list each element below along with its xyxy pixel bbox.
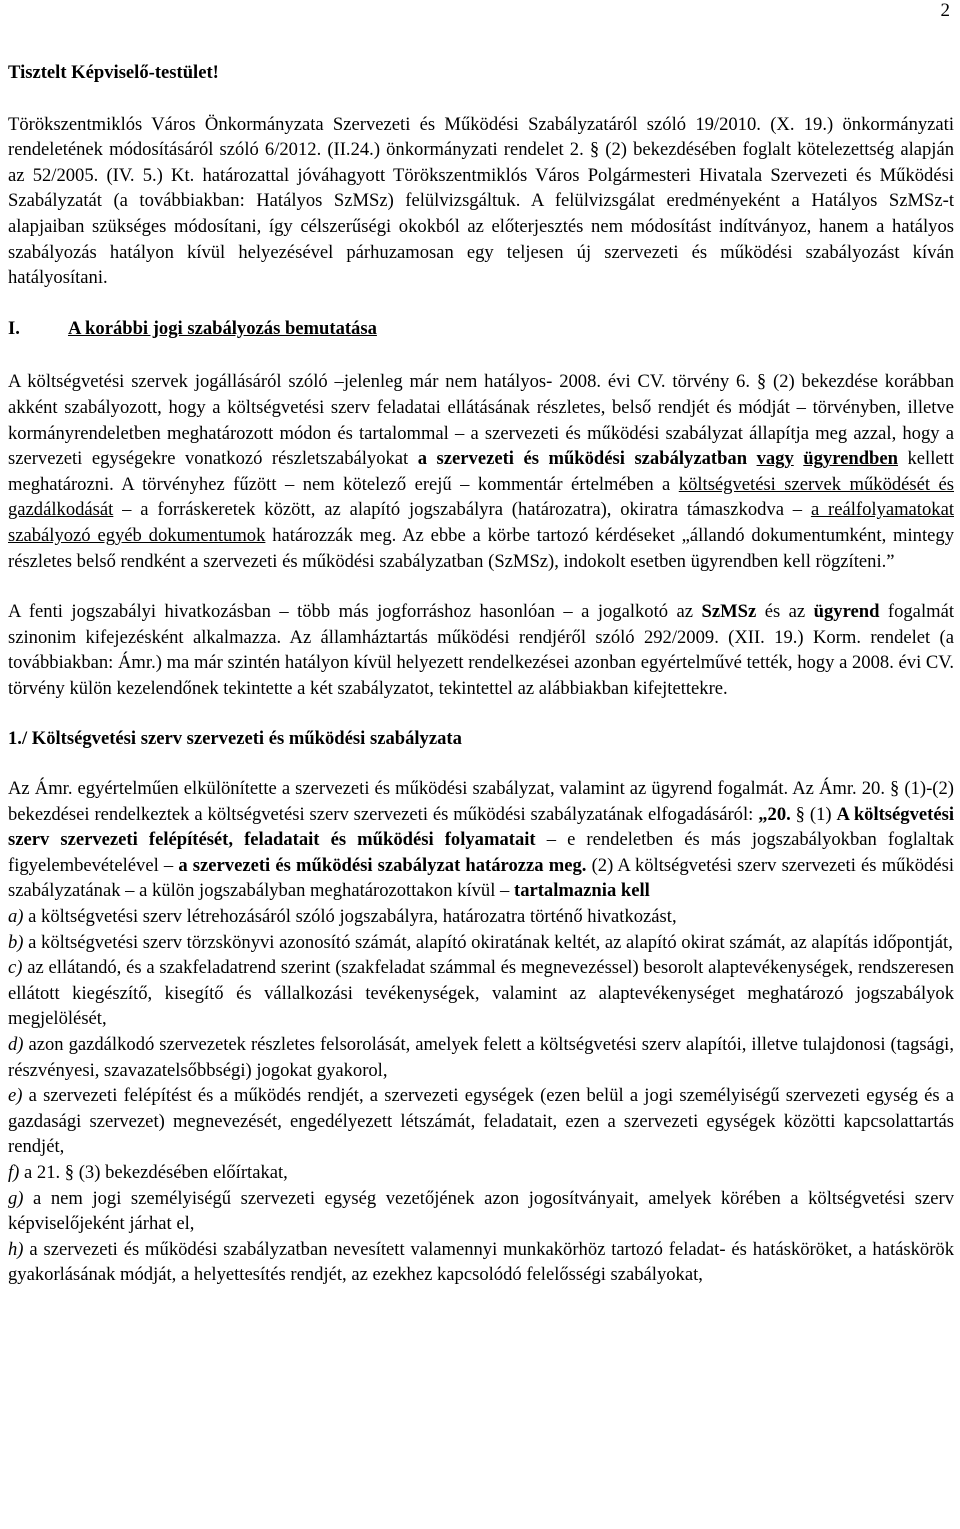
- page-number: 2: [940, 0, 950, 21]
- requirements-list: [8, 904, 954, 1288]
- list-item: [8, 1083, 954, 1160]
- bold-run: SzMSz: [701, 601, 757, 623]
- text-run: (2) A költségvetési szerv szervezeti és működési szabályzatának – a külön jogszabályban meghatározottakon kívül –: [8, 854, 954, 902]
- paragraph-legal-background: [8, 369, 954, 574]
- list-item-text: a szervezeti és működési szabályzatban nevesített valamennyi munkakörhöz tartozó feladat- és hatásköröket, a hatáskörök gyakorlásának módját, a helyettesítés rendjét, az ezekhez kapcsolódó felelősségi szabályokat,: [8, 1238, 954, 1286]
- list-item-label: a): [8, 906, 24, 928]
- text-run: kellett meghatározni. A törvényhez fűzött – nem kötelező erejű – kommentár értelmében a: [8, 448, 954, 495]
- greeting: Tisztelt Képviselő-testület!: [8, 62, 219, 83]
- list-item-label: h): [8, 1238, 24, 1260]
- list-item-text: a költségvetési szerv törzskönyvi azonosító számát, alapító okiratának keltét, az alapító okirat számát, az alapítás időpontját,: [23, 931, 953, 953]
- bold-run: a szervezeti és működési szabályzatban: [417, 448, 748, 470]
- list-item-label: f): [8, 1161, 20, 1183]
- text-run: A költségvetési szervek jogállásáról szóló –jelenleg már nem hatályos- 2008. évi CV. törvény 6. § (2) bekezdése korábban akként szabályozott, hogy a költségvetési szerv feladatai ellátásának részletes, belső rendjét és módját – törvényben, illetve kormányrendeletben meghatározott módon és tartalommal – a szervezeti és működési szabályzat állapítja meg azzal, hogy a szervezeti egységekre vonatkozó részletszabályokat: [8, 371, 954, 470]
- text-run: fogalmát szinonim kifejezésként alkalmazza. Az államháztartás működési rendjéről szóló 292/2009. (XII. 19.) Korm. rendelet (a továbbiakban: Ámr.) ma már szintén hatályon kívül helyezett rendelkezései azonban egyértelművé tették, hogy a 2008. évi CV. törvény külön kezelendőnek tekintette a két szabályzatot, tekintettel az alábbiakban kifejtettekre.: [8, 601, 954, 699]
- section-title: A korábbi jogi szabályozás bemutatása: [68, 317, 377, 339]
- section-numeral: I.: [8, 317, 20, 339]
- list-item-label: g): [8, 1187, 24, 1209]
- underline-run: a reálfolyamatokat szabályozó egyéb dokumentumok: [8, 499, 954, 546]
- list-item: [8, 1237, 954, 1288]
- bold-run: a szervezeti és működési szabályzat határozza meg.: [178, 854, 587, 876]
- paragraph-amr: [8, 776, 954, 904]
- text-run: határozzák meg. Az ebbe a körbe tartozó kérdéseket „állandó dokumentumként, mintegy részletes belső rendként a szervezeti és működési szabályzatban (SzMSz), indokolt esetben ügyrendben kell rögzíteni.”: [8, 524, 954, 572]
- list-item: [8, 1186, 954, 1237]
- list-item-text: a szervezeti felépítést és a működés rendjét, a szervezeti egységek (ezen belül a jogi személyiségű szervezeti egység és a gazdasági szervezet) megnevezését, engedélyezett létszámát, feladatait, ezen a szervezeti egységek közötti kapcsolattartás rendjét,: [8, 1085, 954, 1158]
- list-item-label: b): [8, 931, 24, 953]
- text-run: § (1): [790, 803, 837, 825]
- list-item: [8, 904, 954, 930]
- list-item-text: az ellátandó, és a szakfeladatrend szerint (szakfeladat számmal és megnevezéssel) besorolt alaptevékenységek, rendszeresen ellátott kiegészítő, kisegítő és vállalkozási tevékenységek, valamint az alaptevékenységet meghatározó jogszabályok megjelölését,: [8, 957, 954, 1030]
- bold-space: [747, 448, 757, 469]
- underline-run: költségvetési szervek működését és gazdálkodását: [8, 473, 955, 521]
- bold-run: tartalmaznia kell: [514, 880, 650, 902]
- text-run: Az Ámr. egyértelműen elkülönítette a szervezeti és működési szabályzat, valamint az ügyrend fogalmát. Az Ámr. 20. § (1)-(2) bekezdései rendelkeztek a költségvetési szerv szervezeti és működési szabályzatának elfogadásáról:: [8, 778, 954, 825]
- list-item-text: azon gazdálkodó szervezetek részletes felsorolását, amelyek felett a költségvetési szerv alapítói, illetve tulajdonosi (tagsági, részvényesi, szavazatelsőbbségi) jogokat gyakorol,: [8, 1034, 954, 1081]
- list-item: [8, 1160, 954, 1186]
- list-item-label: d): [8, 1034, 24, 1055]
- list-item-label: e): [8, 1085, 23, 1107]
- list-item: [8, 930, 954, 956]
- list-item-text: a költségvetési szerv létrehozásáról szóló jogszabályra, határozatra történő hivatkozást,: [23, 906, 677, 928]
- bold-underline-run: vagy: [756, 448, 794, 470]
- bold-run: A költségvetési szerv szervezeti felépítését, feladatait és működési folyamatait: [8, 803, 954, 851]
- list-item-text: a 21. § (3) bekezdésében előírtakat,: [19, 1161, 288, 1183]
- list-item: [8, 1032, 954, 1083]
- section-heading: [8, 316, 954, 342]
- list-item-text: a nem jogi személyiségű szervezeti egység vezetőjének azon jogosítványait, amelyek körében a költségvetési szerv képviselőjeként járhat el,: [8, 1187, 954, 1235]
- text-run: – e rendeletben és más jogszabályokban foglaltak figyelembevételével –: [8, 829, 954, 876]
- list-item-label: c): [8, 957, 23, 979]
- list-item: [8, 955, 954, 1032]
- intro-paragraph: Törökszentmiklós Város Önkormányzata Szervezeti és Működési Szabályzatáról szóló 19/2010. (X. 19.) önkormányzati rendeletének módosításáról szóló 6/2012. (II.24.) önkormányzati rendelet 2. § (2) bekezdésében foglalt kötelezettség alapján az 52/2005. (IV. 5.) Kt. határozattal jóváhagyott Törökszentmiklós Város Polgármesteri Hivatala Szervezeti és Működési Szabályzatát (a továbbiakban: Hatályos SzMSz) felülvizsgáltuk. A felülvizsgálat eredményeként a Hatályos SzMSz-t alapjaiban szükséges módosítani, így célszerűségi okokból az előterjesztés nem módosítást indítványoz, hanem a hatályos szabályozás hatályon kívül helyezésével párhuzamosan egy teljesen új szervezeti és működési szabályozást kíván hatályosítani.: [8, 113, 954, 289]
- bold-underline-run: ügyrendben: [803, 448, 898, 470]
- text-run: A fenti jogszabályi hivatkozásban – több más jogforráshoz hasonlóan – a jogalkotó az: [8, 601, 702, 623]
- document-body: [8, 60, 954, 1288]
- bold-run: „20.: [758, 803, 791, 825]
- text-run: és az: [756, 601, 814, 623]
- paragraph-synonyms: [8, 599, 954, 701]
- bold-run: ügyrend: [813, 601, 880, 623]
- bold-space: [794, 448, 804, 469]
- subsection-heading: 1./ Költségvetési szerv szervezeti és működési szabályzata: [8, 728, 462, 750]
- text-run: – a forráskeretek között, az alapító jogszabályra (határozatra), okiratra támaszkodva –: [113, 499, 811, 521]
